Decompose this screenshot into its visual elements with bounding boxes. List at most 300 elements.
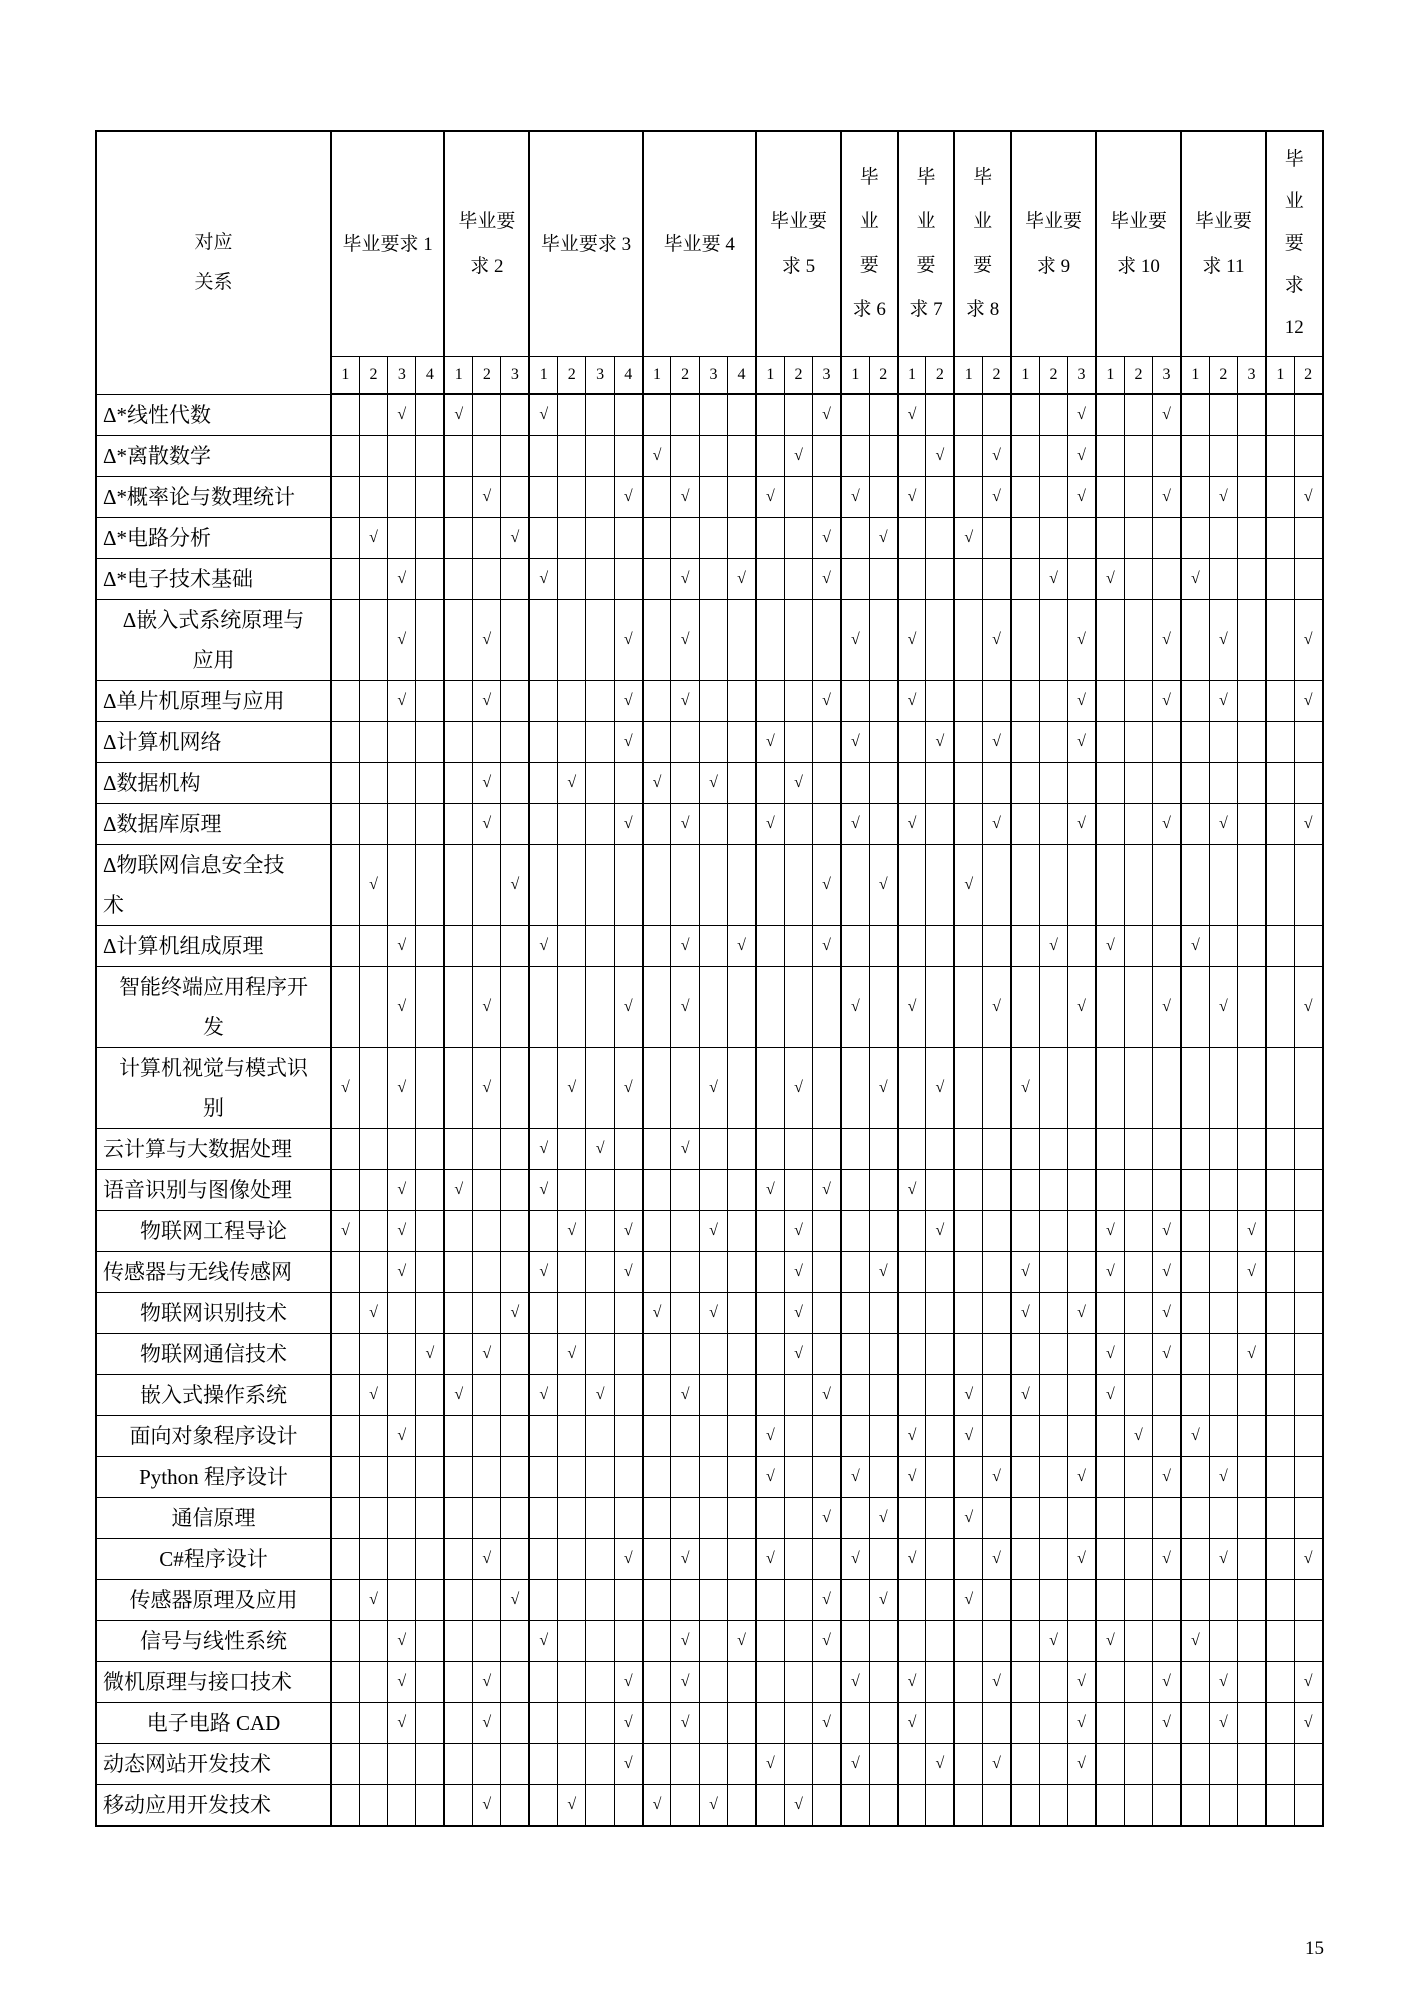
matrix-cell bbox=[1096, 436, 1124, 477]
matrix-cell bbox=[416, 1580, 444, 1621]
matrix-cell-checked: √ bbox=[614, 1744, 642, 1785]
matrix-cell bbox=[983, 1785, 1011, 1827]
matrix-cell bbox=[954, 1334, 982, 1375]
matrix-cell bbox=[558, 477, 586, 518]
matrix-cell bbox=[529, 1048, 557, 1129]
matrix-cell bbox=[1266, 518, 1294, 559]
matrix-cell-checked: √ bbox=[1068, 394, 1096, 436]
matrix-cell bbox=[1039, 600, 1067, 681]
matrix-cell bbox=[1124, 926, 1152, 967]
group-label-line: 要 bbox=[1284, 233, 1304, 254]
matrix-cell bbox=[331, 1375, 359, 1416]
matrix-cell bbox=[869, 1211, 897, 1252]
course-name-cell bbox=[96, 394, 331, 436]
matrix-cell bbox=[954, 1252, 982, 1293]
matrix-cell-checked: √ bbox=[473, 477, 501, 518]
matrix-cell bbox=[416, 804, 444, 845]
course-name-line: 移动应用开发技术 bbox=[103, 1793, 271, 1817]
matrix-cell bbox=[1266, 1539, 1294, 1580]
matrix-cell bbox=[1068, 1211, 1096, 1252]
matrix-cell bbox=[388, 1744, 416, 1785]
matrix-cell bbox=[473, 1580, 501, 1621]
group-label-line: 求 5 bbox=[781, 256, 816, 277]
matrix-cell bbox=[586, 477, 614, 518]
matrix-cell-checked: √ bbox=[898, 394, 926, 436]
matrix-cell-checked: √ bbox=[671, 477, 699, 518]
course-row bbox=[96, 1662, 1323, 1703]
matrix-cell bbox=[671, 1457, 699, 1498]
matrix-cell-checked: √ bbox=[614, 1539, 642, 1580]
matrix-cell-checked: √ bbox=[983, 1744, 1011, 1785]
matrix-cell bbox=[529, 600, 557, 681]
course-name-cell bbox=[96, 1170, 331, 1211]
matrix-cell bbox=[388, 722, 416, 763]
matrix-cell bbox=[813, 1211, 841, 1252]
matrix-cell bbox=[1181, 1662, 1209, 1703]
matrix-cell bbox=[1209, 436, 1237, 477]
matrix-cell bbox=[1181, 722, 1209, 763]
matrix-cell bbox=[359, 967, 387, 1048]
matrix-cell-checked: √ bbox=[614, 1048, 642, 1129]
matrix-cell bbox=[1209, 518, 1237, 559]
matrix-cell bbox=[1011, 1211, 1039, 1252]
matrix-cell bbox=[1266, 1703, 1294, 1744]
matrix-cell bbox=[444, 1744, 472, 1785]
matrix-cell-checked: √ bbox=[784, 1048, 812, 1129]
matrix-cell-checked: √ bbox=[898, 1170, 926, 1211]
matrix-cell bbox=[501, 1703, 529, 1744]
matrix-cell bbox=[359, 722, 387, 763]
matrix-cell bbox=[1039, 1703, 1067, 1744]
matrix-cell bbox=[699, 1334, 727, 1375]
matrix-cell-checked: √ bbox=[388, 1621, 416, 1662]
matrix-cell bbox=[728, 1170, 756, 1211]
group-label-line: 毕业要 bbox=[1024, 211, 1082, 232]
matrix-cell bbox=[643, 1375, 671, 1416]
group-label-line: 要 bbox=[859, 255, 879, 276]
matrix-cell bbox=[501, 1744, 529, 1785]
matrix-cell bbox=[983, 845, 1011, 926]
matrix-cell bbox=[954, 1293, 982, 1334]
matrix-cell bbox=[1266, 1293, 1294, 1334]
subcol-number-req4-2: 2 bbox=[671, 357, 699, 395]
matrix-cell-checked: √ bbox=[388, 1170, 416, 1211]
matrix-cell bbox=[1238, 1580, 1266, 1621]
matrix-cell bbox=[1294, 1048, 1322, 1129]
matrix-cell-checked: √ bbox=[699, 1211, 727, 1252]
matrix-cell bbox=[869, 600, 897, 681]
matrix-cell bbox=[501, 559, 529, 600]
matrix-cell bbox=[473, 1170, 501, 1211]
matrix-cell bbox=[699, 1416, 727, 1457]
matrix-cell bbox=[1153, 1416, 1181, 1457]
matrix-cell-checked: √ bbox=[671, 1621, 699, 1662]
matrix-cell bbox=[954, 1129, 982, 1170]
matrix-cell bbox=[728, 518, 756, 559]
matrix-cell bbox=[1124, 804, 1152, 845]
matrix-cell bbox=[869, 559, 897, 600]
matrix-cell bbox=[983, 1580, 1011, 1621]
matrix-cell bbox=[444, 1416, 472, 1457]
matrix-cell bbox=[784, 1129, 812, 1170]
matrix-cell bbox=[529, 477, 557, 518]
matrix-cell bbox=[699, 1621, 727, 1662]
matrix-cell bbox=[671, 1252, 699, 1293]
matrix-cell-checked: √ bbox=[586, 1375, 614, 1416]
matrix-cell bbox=[359, 1785, 387, 1827]
course-row bbox=[96, 1580, 1323, 1621]
group-label-line: 求 10 bbox=[1117, 256, 1160, 277]
matrix-cell bbox=[1209, 1211, 1237, 1252]
matrix-cell bbox=[671, 1498, 699, 1539]
matrix-cell bbox=[1181, 1580, 1209, 1621]
subcol-number-req10-2: 2 bbox=[1124, 357, 1152, 395]
matrix-cell bbox=[1153, 926, 1181, 967]
matrix-cell-checked: √ bbox=[983, 1662, 1011, 1703]
matrix-cell bbox=[983, 1416, 1011, 1457]
matrix-cell bbox=[1096, 722, 1124, 763]
matrix-cell bbox=[671, 1785, 699, 1827]
matrix-cell bbox=[388, 1498, 416, 1539]
matrix-cell bbox=[1068, 1129, 1096, 1170]
matrix-cell bbox=[501, 477, 529, 518]
matrix-cell-checked: √ bbox=[1153, 1662, 1181, 1703]
matrix-cell-checked: √ bbox=[1153, 394, 1181, 436]
course-row bbox=[96, 681, 1323, 722]
matrix-cell bbox=[1096, 1785, 1124, 1827]
matrix-cell-checked: √ bbox=[671, 559, 699, 600]
matrix-cell bbox=[1011, 1334, 1039, 1375]
matrix-cell bbox=[614, 1416, 642, 1457]
matrix-cell bbox=[331, 681, 359, 722]
matrix-cell bbox=[784, 1621, 812, 1662]
matrix-cell bbox=[643, 804, 671, 845]
matrix-cell bbox=[756, 1293, 784, 1334]
matrix-cell bbox=[529, 1416, 557, 1457]
matrix-cell-checked: √ bbox=[841, 1662, 869, 1703]
matrix-cell bbox=[898, 1334, 926, 1375]
matrix-cell bbox=[558, 722, 586, 763]
course-name-line: 物联网识别技术 bbox=[140, 1301, 287, 1325]
matrix-cell bbox=[1039, 518, 1067, 559]
matrix-cell-checked: √ bbox=[784, 763, 812, 804]
matrix-cell bbox=[869, 1457, 897, 1498]
matrix-cell bbox=[1266, 1170, 1294, 1211]
matrix-cell bbox=[756, 559, 784, 600]
matrix-cell bbox=[416, 1498, 444, 1539]
matrix-cell bbox=[1181, 1498, 1209, 1539]
matrix-cell bbox=[1238, 518, 1266, 559]
matrix-cell-checked: √ bbox=[501, 518, 529, 559]
course-name-line: Δ*离散数学 bbox=[103, 444, 212, 468]
course-name-line: 发 bbox=[203, 1015, 224, 1039]
matrix-cell bbox=[898, 722, 926, 763]
matrix-cell-checked: √ bbox=[784, 1785, 812, 1827]
matrix-cell-checked: √ bbox=[813, 559, 841, 600]
course-name-line: 别 bbox=[203, 1096, 224, 1120]
matrix-cell bbox=[501, 804, 529, 845]
course-name-line: Δ数据库原理 bbox=[103, 812, 222, 836]
matrix-cell-checked: √ bbox=[614, 1252, 642, 1293]
matrix-cell bbox=[983, 1498, 1011, 1539]
matrix-cell bbox=[983, 681, 1011, 722]
matrix-cell bbox=[728, 763, 756, 804]
matrix-cell bbox=[586, 681, 614, 722]
matrix-cell-checked: √ bbox=[331, 1211, 359, 1252]
matrix-cell bbox=[331, 722, 359, 763]
matrix-cell bbox=[983, 763, 1011, 804]
matrix-cell bbox=[501, 1416, 529, 1457]
course-row bbox=[96, 1293, 1323, 1334]
matrix-cell bbox=[1294, 518, 1322, 559]
subcol-number-req5-2: 2 bbox=[784, 357, 812, 395]
matrix-cell-checked: √ bbox=[898, 477, 926, 518]
matrix-cell bbox=[1011, 559, 1039, 600]
course-name-cell bbox=[96, 1129, 331, 1170]
page-number: 15 bbox=[1305, 1938, 1324, 1959]
matrix-cell bbox=[869, 477, 897, 518]
group-header-req-5 bbox=[756, 131, 841, 357]
matrix-cell bbox=[558, 1170, 586, 1211]
matrix-cell bbox=[728, 722, 756, 763]
matrix-cell bbox=[1124, 967, 1152, 1048]
matrix-cell bbox=[331, 1662, 359, 1703]
matrix-cell bbox=[869, 436, 897, 477]
matrix-cell bbox=[1011, 926, 1039, 967]
course-name-line: 通信原理 bbox=[171, 1506, 256, 1530]
matrix-cell-checked: √ bbox=[501, 1293, 529, 1334]
matrix-cell-checked: √ bbox=[558, 1334, 586, 1375]
matrix-cell bbox=[1124, 1293, 1152, 1334]
matrix-cell bbox=[1039, 1293, 1067, 1334]
matrix-cell bbox=[416, 436, 444, 477]
matrix-cell bbox=[784, 722, 812, 763]
matrix-cell bbox=[1096, 1457, 1124, 1498]
matrix-cell bbox=[501, 1252, 529, 1293]
matrix-cell bbox=[388, 1375, 416, 1416]
matrix-cell bbox=[331, 1416, 359, 1457]
matrix-cell-checked: √ bbox=[1124, 1416, 1152, 1457]
course-name-line: 云计算与大数据处理 bbox=[103, 1137, 292, 1161]
matrix-cell-checked: √ bbox=[898, 1703, 926, 1744]
course-row bbox=[96, 1252, 1323, 1293]
matrix-cell bbox=[1238, 394, 1266, 436]
matrix-cell-checked: √ bbox=[671, 1539, 699, 1580]
matrix-cell bbox=[1238, 1539, 1266, 1580]
matrix-cell bbox=[1181, 518, 1209, 559]
matrix-cell-checked: √ bbox=[444, 1375, 472, 1416]
course-name-line: 动态网站开发技术 bbox=[103, 1752, 271, 1776]
matrix-cell bbox=[388, 1457, 416, 1498]
matrix-cell bbox=[1266, 1785, 1294, 1827]
matrix-cell bbox=[614, 1785, 642, 1827]
matrix-cell bbox=[1096, 1662, 1124, 1703]
matrix-cell bbox=[1181, 1457, 1209, 1498]
matrix-cell-checked: √ bbox=[983, 477, 1011, 518]
matrix-cell bbox=[728, 1498, 756, 1539]
matrix-cell bbox=[1153, 1048, 1181, 1129]
matrix-cell bbox=[756, 1662, 784, 1703]
matrix-cell bbox=[614, 1457, 642, 1498]
matrix-cell bbox=[1011, 1539, 1039, 1580]
matrix-cell-checked: √ bbox=[558, 1785, 586, 1827]
matrix-cell bbox=[1266, 1375, 1294, 1416]
matrix-cell bbox=[1011, 763, 1039, 804]
matrix-cell bbox=[614, 1334, 642, 1375]
matrix-cell bbox=[1068, 1375, 1096, 1416]
matrix-cell bbox=[841, 1416, 869, 1457]
matrix-cell-checked: √ bbox=[1238, 1334, 1266, 1375]
matrix-cell bbox=[1209, 1048, 1237, 1129]
matrix-cell bbox=[558, 559, 586, 600]
matrix-cell bbox=[444, 681, 472, 722]
matrix-cell bbox=[1294, 926, 1322, 967]
matrix-cell bbox=[1238, 1744, 1266, 1785]
matrix-cell-checked: √ bbox=[671, 804, 699, 845]
matrix-cell bbox=[813, 1252, 841, 1293]
matrix-cell bbox=[1039, 394, 1067, 436]
matrix-cell bbox=[699, 600, 727, 681]
matrix-cell bbox=[1011, 1785, 1039, 1827]
matrix-cell-checked: √ bbox=[388, 1703, 416, 1744]
matrix-cell bbox=[1209, 926, 1237, 967]
matrix-cell-checked: √ bbox=[359, 1375, 387, 1416]
matrix-cell bbox=[416, 1457, 444, 1498]
matrix-cell bbox=[728, 436, 756, 477]
matrix-cell-checked: √ bbox=[898, 600, 926, 681]
matrix-cell bbox=[416, 477, 444, 518]
matrix-cell bbox=[1294, 1293, 1322, 1334]
matrix-cell bbox=[898, 1252, 926, 1293]
matrix-cell bbox=[416, 1048, 444, 1129]
matrix-cell bbox=[1238, 477, 1266, 518]
matrix-cell bbox=[473, 1293, 501, 1334]
matrix-cell-checked: √ bbox=[813, 926, 841, 967]
matrix-cell bbox=[444, 436, 472, 477]
matrix-cell bbox=[501, 600, 529, 681]
matrix-cell bbox=[444, 477, 472, 518]
matrix-cell bbox=[756, 926, 784, 967]
matrix-cell bbox=[954, 681, 982, 722]
matrix-cell bbox=[586, 1580, 614, 1621]
group-label-line: 毕业要 bbox=[1194, 211, 1252, 232]
matrix-cell bbox=[416, 722, 444, 763]
matrix-cell bbox=[756, 1621, 784, 1662]
matrix-cell bbox=[1011, 1416, 1039, 1457]
matrix-cell-checked: √ bbox=[926, 722, 954, 763]
matrix-cell-checked: √ bbox=[1181, 1416, 1209, 1457]
course-name-line: 物联网工程导论 bbox=[140, 1219, 287, 1243]
matrix-cell bbox=[331, 1580, 359, 1621]
matrix-cell-checked: √ bbox=[813, 394, 841, 436]
course-name-cell bbox=[96, 1375, 331, 1416]
matrix-cell bbox=[954, 926, 982, 967]
matrix-cell-checked: √ bbox=[784, 1293, 812, 1334]
matrix-cell-checked: √ bbox=[1153, 681, 1181, 722]
matrix-cell bbox=[1124, 1129, 1152, 1170]
matrix-cell bbox=[841, 1252, 869, 1293]
matrix-cell bbox=[813, 804, 841, 845]
matrix-cell bbox=[699, 1744, 727, 1785]
matrix-cell-checked: √ bbox=[813, 1498, 841, 1539]
matrix-cell bbox=[1011, 1621, 1039, 1662]
matrix-cell bbox=[756, 1129, 784, 1170]
matrix-cell bbox=[926, 1539, 954, 1580]
matrix-cell bbox=[1238, 722, 1266, 763]
matrix-cell-checked: √ bbox=[1209, 1539, 1237, 1580]
matrix-cell-checked: √ bbox=[756, 804, 784, 845]
matrix-cell bbox=[444, 967, 472, 1048]
subcol-number-req11-2: 2 bbox=[1209, 357, 1237, 395]
matrix-cell bbox=[614, 763, 642, 804]
course-row bbox=[96, 1375, 1323, 1416]
matrix-cell bbox=[388, 1785, 416, 1827]
course-name-line: 语音识别与图像处理 bbox=[103, 1178, 292, 1202]
matrix-cell bbox=[359, 394, 387, 436]
matrix-cell bbox=[699, 1375, 727, 1416]
matrix-cell bbox=[671, 1416, 699, 1457]
matrix-cell bbox=[1238, 804, 1266, 845]
matrix-cell bbox=[444, 1252, 472, 1293]
matrix-cell bbox=[359, 1252, 387, 1293]
matrix-cell bbox=[1181, 1048, 1209, 1129]
matrix-cell bbox=[1039, 1498, 1067, 1539]
matrix-cell-checked: √ bbox=[756, 1457, 784, 1498]
matrix-cell bbox=[558, 681, 586, 722]
matrix-cell bbox=[1238, 845, 1266, 926]
matrix-cell bbox=[359, 1170, 387, 1211]
matrix-cell bbox=[1266, 681, 1294, 722]
matrix-cell bbox=[1266, 394, 1294, 436]
matrix-cell bbox=[558, 1580, 586, 1621]
matrix-cell bbox=[1294, 722, 1322, 763]
matrix-cell bbox=[359, 600, 387, 681]
group-header-req-8 bbox=[954, 131, 1011, 357]
matrix-cell bbox=[1039, 436, 1067, 477]
matrix-cell bbox=[1096, 845, 1124, 926]
matrix-cell bbox=[756, 394, 784, 436]
matrix-cell bbox=[1039, 1539, 1067, 1580]
course-row bbox=[96, 1744, 1323, 1785]
course-row bbox=[96, 1785, 1323, 1827]
matrix-cell bbox=[1238, 1416, 1266, 1457]
matrix-cell bbox=[643, 1621, 671, 1662]
matrix-cell-checked: √ bbox=[1294, 967, 1322, 1048]
matrix-cell bbox=[756, 1785, 784, 1827]
matrix-cell bbox=[1266, 722, 1294, 763]
matrix-cell bbox=[699, 1498, 727, 1539]
matrix-cell bbox=[501, 722, 529, 763]
group-label-line: 业 bbox=[973, 211, 993, 232]
matrix-cell bbox=[1153, 1580, 1181, 1621]
matrix-cell-checked: √ bbox=[671, 1703, 699, 1744]
course-row bbox=[96, 1539, 1323, 1580]
matrix-cell bbox=[699, 1252, 727, 1293]
matrix-cell bbox=[586, 1048, 614, 1129]
matrix-cell-checked: √ bbox=[614, 681, 642, 722]
matrix-cell-checked: √ bbox=[473, 967, 501, 1048]
subcol-number-req7-1: 1 bbox=[898, 357, 926, 395]
matrix-cell bbox=[756, 1334, 784, 1375]
matrix-cell bbox=[444, 1457, 472, 1498]
course-row bbox=[96, 763, 1323, 804]
course-row bbox=[96, 722, 1323, 763]
matrix-cell bbox=[1039, 1334, 1067, 1375]
matrix-cell bbox=[586, 1293, 614, 1334]
matrix-cell bbox=[728, 681, 756, 722]
matrix-cell bbox=[756, 763, 784, 804]
matrix-cell-checked: √ bbox=[1096, 1621, 1124, 1662]
